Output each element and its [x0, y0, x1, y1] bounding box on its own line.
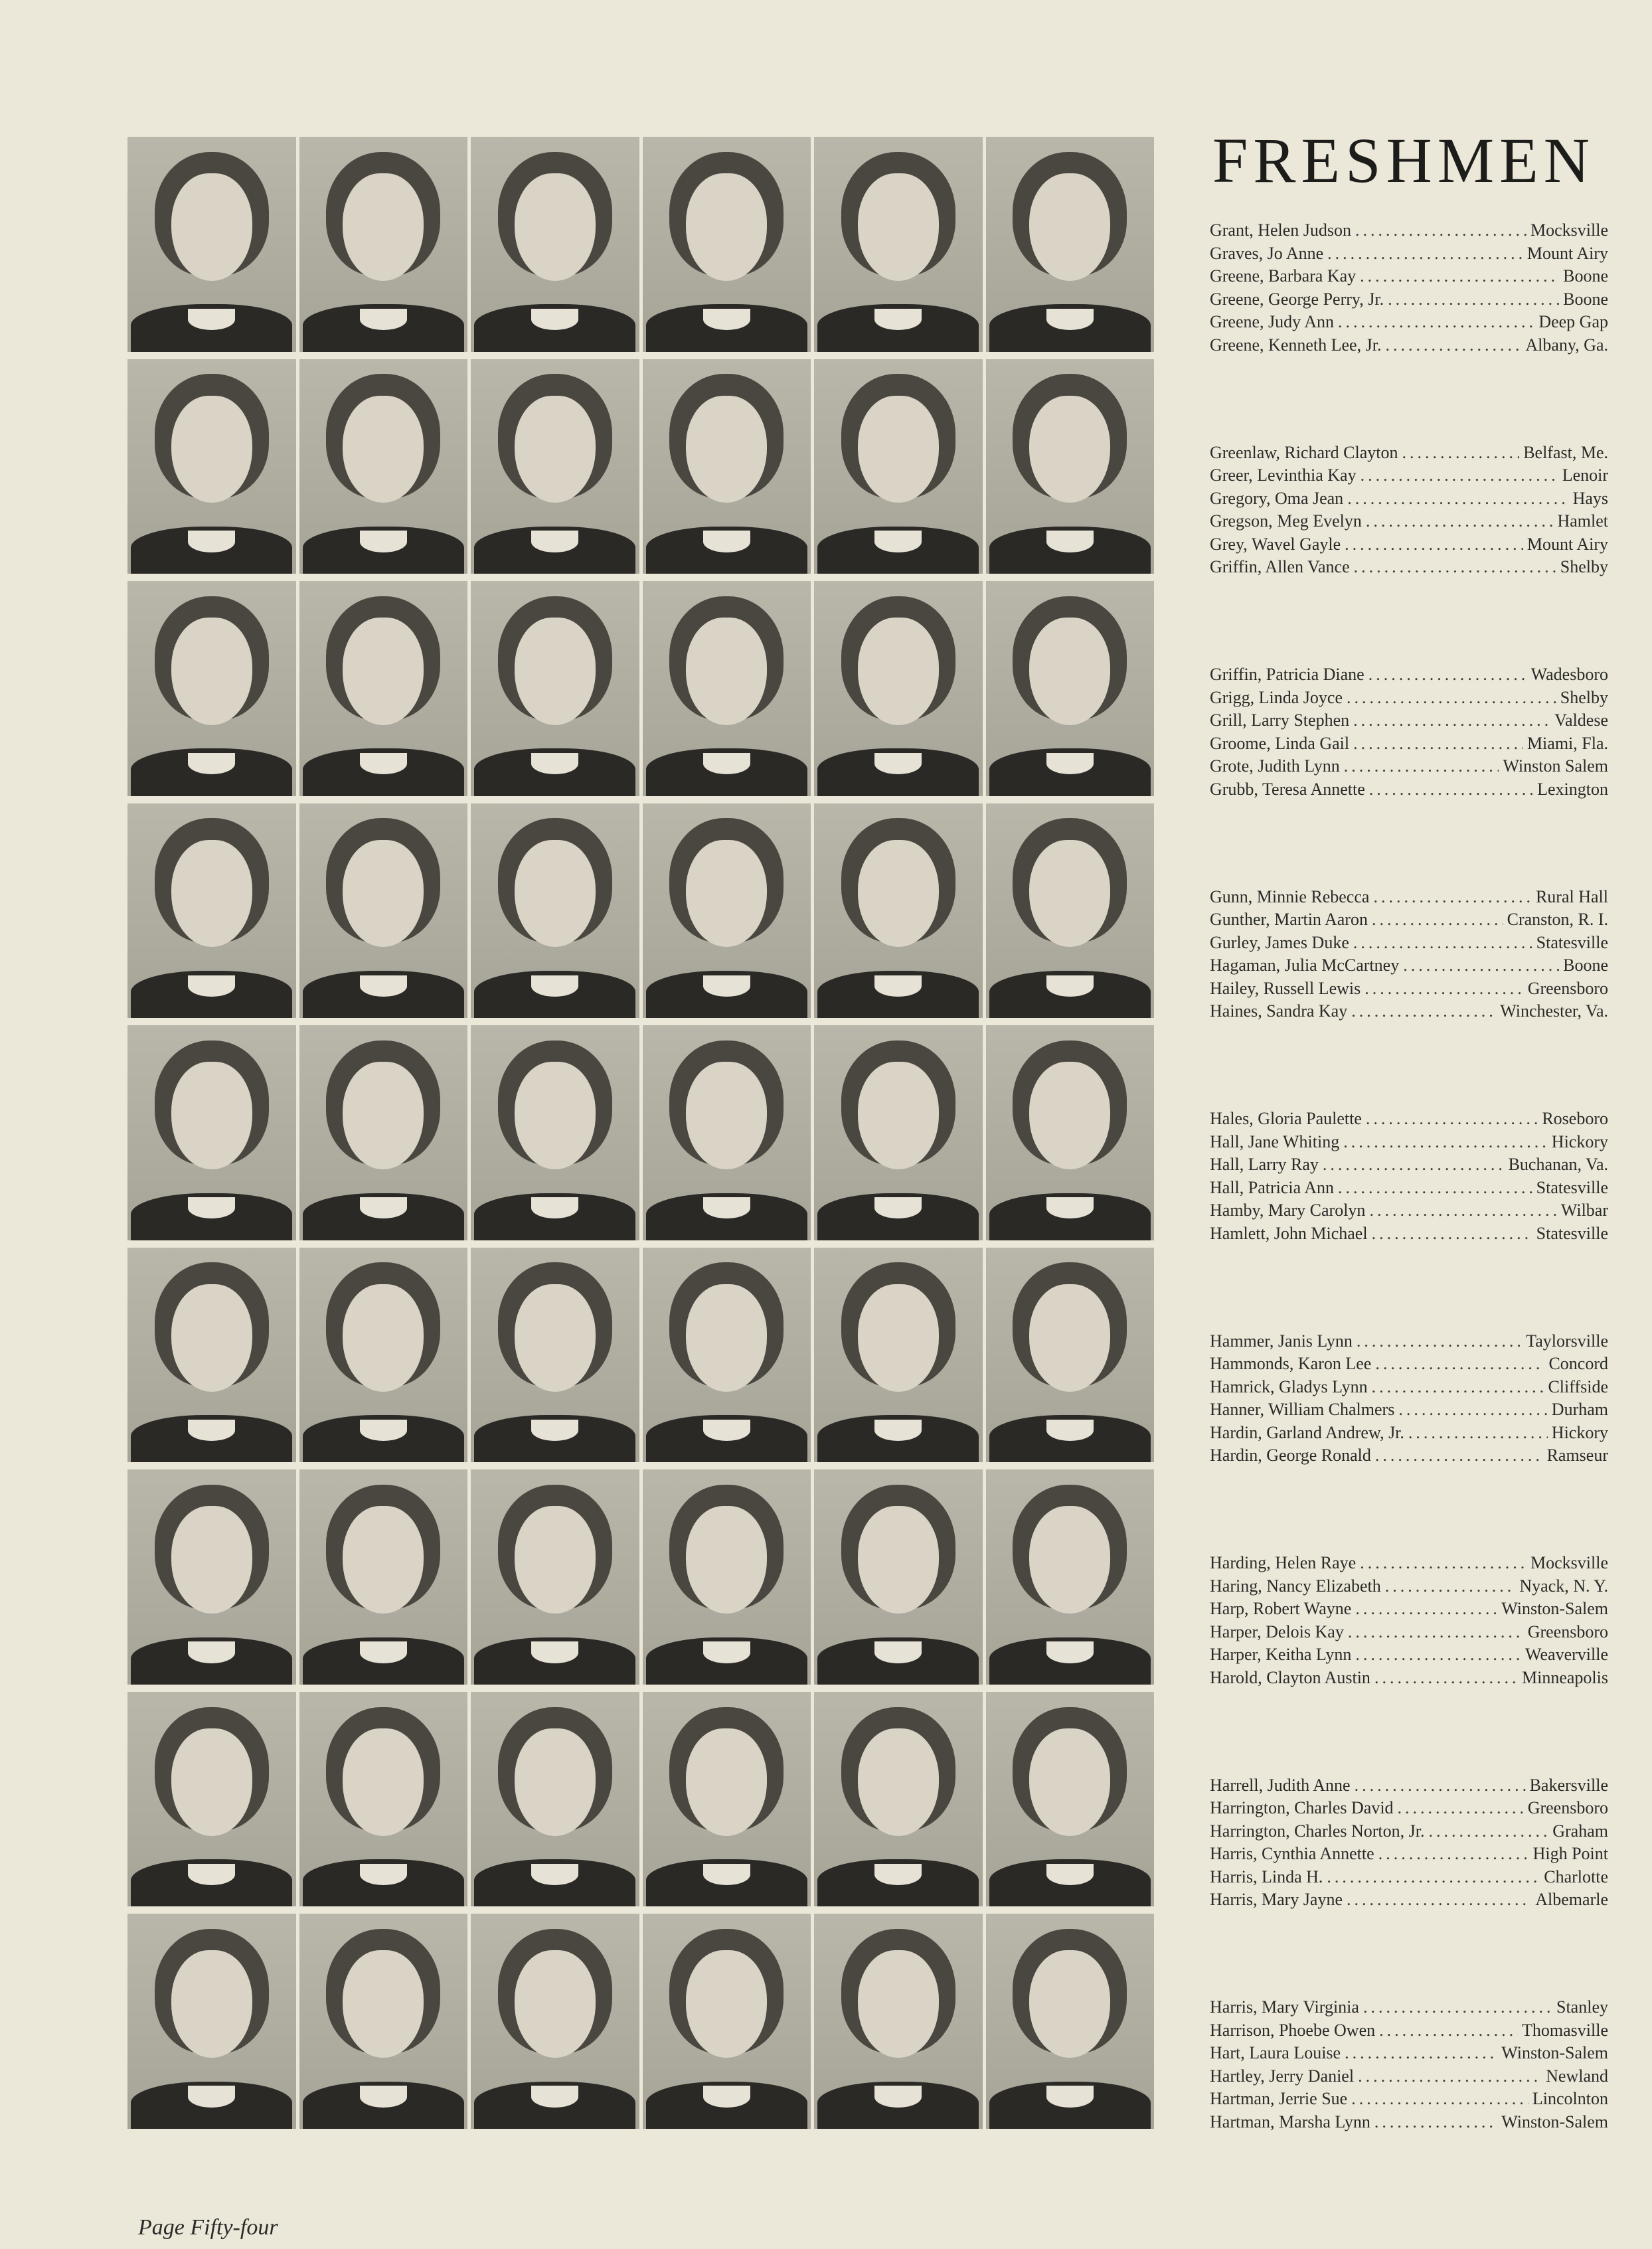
student-hometown: Winston-Salem — [1501, 2043, 1608, 2063]
student-name: Hamrick, Gladys Lynn — [1210, 1376, 1368, 1396]
portrait-photo — [299, 1692, 468, 1907]
student-hometown: Wadesboro — [1530, 665, 1608, 685]
dot-leader — [1327, 1866, 1540, 1889]
dot-leader — [1347, 687, 1556, 710]
student-name: Hartman, Jerrie Sue — [1210, 2089, 1348, 2109]
dot-leader — [1398, 1398, 1547, 1422]
dot-leader — [1338, 311, 1534, 334]
student-hometown: Cranston, R. I. — [1507, 910, 1608, 930]
student-name: Harris, Mary Jayne — [1210, 1890, 1343, 1910]
portrait-photo — [127, 1248, 296, 1463]
student-entry — [1210, 1422, 1608, 1445]
dot-leader — [1369, 1199, 1556, 1222]
student-name: Graves, Jo Anne — [1210, 243, 1324, 263]
student-entry — [1210, 1330, 1608, 1353]
student-name: Hartley, Jerry Daniel — [1210, 2066, 1355, 2086]
student-name: Haring, Nancy Elizabeth — [1210, 1576, 1381, 1596]
student-name: Harper, Keitha Lynn — [1210, 1645, 1352, 1665]
page-title: FRESHMEN — [1212, 125, 1596, 196]
student-hometown: Boone — [1563, 956, 1608, 975]
student-hometown: Durham — [1551, 1400, 1608, 1420]
portrait-photo — [299, 1248, 468, 1463]
portrait-photo — [814, 359, 983, 574]
student-name: Gunther, Martin Aaron — [1210, 910, 1368, 930]
dot-leader — [1353, 709, 1550, 732]
student-name: Grant, Helen Judson — [1210, 220, 1352, 240]
student-hometown: Winston-Salem — [1501, 1599, 1608, 1619]
dot-leader — [1388, 288, 1559, 311]
dot-leader — [1360, 1552, 1527, 1575]
dot-leader — [1366, 510, 1554, 533]
name-group — [1210, 1552, 1608, 1689]
student-name: Hardin, George Ronald — [1210, 1446, 1371, 1465]
student-hometown: Greensboro — [1527, 1798, 1608, 1818]
portrait-photo — [643, 1469, 811, 1685]
dot-leader — [1345, 2042, 1497, 2065]
dot-leader — [1402, 442, 1520, 465]
dot-leader — [1385, 1575, 1516, 1598]
dot-leader — [1372, 908, 1503, 932]
student-hometown: Shelby — [1560, 687, 1608, 707]
student-name: Hall, Jane Whiting — [1210, 1131, 1340, 1151]
student-name: Harding, Helen Raye — [1210, 1553, 1357, 1573]
student-name: Greenlaw, Richard Clayton — [1210, 442, 1398, 462]
student-name: Hardin, Garland Andrew, Jr. — [1210, 1422, 1404, 1442]
student-entry — [1210, 1353, 1608, 1376]
student-hometown: Deep Gap — [1538, 312, 1608, 331]
dot-leader — [1374, 1667, 1518, 1690]
student-hometown: Belfast, Me. — [1523, 442, 1608, 462]
student-name: Harper, Delois Kay — [1210, 1622, 1344, 1641]
portrait-photo — [643, 137, 811, 352]
student-name: Hamlett, John Michael — [1210, 1223, 1368, 1243]
student-entry — [1210, 663, 1608, 687]
portrait-photo — [127, 1025, 296, 1240]
student-name: Gregson, Meg Evelyn — [1210, 511, 1362, 531]
student-entry — [1210, 1888, 1608, 1912]
dot-leader — [1357, 1330, 1522, 1353]
student-entry — [1210, 487, 1608, 511]
dot-leader — [1363, 1996, 1552, 2019]
student-hometown: Mount Airy — [1527, 243, 1608, 263]
portrait-photo — [986, 1248, 1155, 1463]
student-name: Hagaman, Julia McCartney — [1210, 956, 1400, 975]
student-name: Grey, Wavel Gayle — [1210, 534, 1341, 554]
dot-leader — [1366, 1108, 1538, 1131]
student-hometown: High Point — [1532, 1844, 1608, 1864]
name-group — [1210, 1996, 1608, 2133]
student-hometown: Statesville — [1536, 1177, 1608, 1197]
dot-leader — [1368, 663, 1527, 687]
dot-leader — [1364, 977, 1523, 1001]
student-name: Hart, Laura Louise — [1210, 2043, 1341, 2063]
dot-leader — [1355, 1643, 1521, 1667]
student-entry — [1210, 1153, 1608, 1177]
student-entry — [1210, 533, 1608, 556]
student-name: Grill, Larry Stephen — [1210, 710, 1350, 730]
student-hometown: Hickory — [1551, 1422, 1608, 1442]
student-entry — [1210, 265, 1608, 288]
student-name: Gunn, Minnie Rebecca — [1210, 886, 1370, 906]
portrait-photo — [299, 803, 468, 1019]
student-entry — [1210, 908, 1608, 932]
dot-leader — [1338, 1177, 1532, 1200]
student-name: Greene, George Perry, Jr. — [1210, 289, 1384, 309]
student-entry — [1210, 311, 1608, 334]
student-name: Harris, Linda H. — [1210, 1867, 1323, 1886]
portrait-photo — [814, 803, 983, 1019]
student-hometown: Lenoir — [1562, 465, 1608, 485]
name-group — [1210, 442, 1608, 579]
portrait-photo — [814, 137, 983, 352]
dot-leader — [1372, 1376, 1544, 1399]
portrait-photo — [299, 137, 468, 352]
dot-leader — [1351, 1000, 1496, 1023]
student-name: Harris, Mary Virginia — [1210, 1997, 1359, 2017]
portrait-photo — [471, 137, 639, 352]
dot-leader — [1351, 2088, 1528, 2111]
student-hometown: Thomasville — [1522, 2020, 1608, 2040]
portrait-photo — [471, 1248, 639, 1463]
student-hometown: Shelby — [1560, 557, 1608, 577]
portrait-photo — [986, 1469, 1155, 1685]
portrait-photo — [986, 137, 1155, 352]
student-entry — [1210, 1131, 1608, 1154]
student-entry — [1210, 242, 1608, 266]
student-name: Gurley, James Duke — [1210, 932, 1349, 952]
portrait-photo — [814, 1692, 983, 1907]
student-entry — [1210, 219, 1608, 242]
student-name: Greene, Kenneth Lee, Jr. — [1210, 335, 1382, 355]
student-entry — [1210, 510, 1608, 533]
portrait-photo — [643, 1914, 811, 2129]
dot-leader — [1327, 242, 1523, 266]
dot-leader — [1373, 886, 1532, 909]
student-hometown: Mocksville — [1530, 220, 1608, 240]
student-hometown: Statesville — [1536, 932, 1608, 952]
student-hometown: Boone — [1563, 266, 1608, 286]
student-hometown: Rural Hall — [1535, 886, 1608, 906]
student-name: Harp, Robert Wayne — [1210, 1599, 1352, 1619]
student-hometown: Bakersville — [1529, 1775, 1608, 1795]
dot-leader — [1385, 334, 1521, 357]
student-hometown: Mocksville — [1530, 1553, 1608, 1573]
dot-leader — [1355, 1598, 1497, 1621]
student-hometown: Winston Salem — [1503, 756, 1608, 776]
portrait-photo — [814, 1914, 983, 2129]
student-hometown: Boone — [1563, 289, 1608, 309]
student-entry — [1210, 1398, 1608, 1422]
portrait-photo — [986, 359, 1155, 574]
dot-leader — [1398, 1797, 1524, 1820]
student-entry — [1210, 1177, 1608, 1200]
student-entry — [1210, 1000, 1608, 1023]
student-entry — [1210, 709, 1608, 732]
portrait-photo — [127, 1469, 296, 1685]
portrait-photo — [814, 1025, 983, 1240]
student-entry — [1210, 778, 1608, 801]
student-entry — [1210, 1376, 1608, 1399]
student-entry — [1210, 1222, 1608, 1246]
name-group — [1210, 1774, 1608, 1912]
student-hometown: Taylorsville — [1526, 1331, 1608, 1351]
student-entry — [1210, 1820, 1608, 1843]
student-name: Hall, Larry Ray — [1210, 1155, 1319, 1175]
student-entry — [1210, 1108, 1608, 1131]
portrait-photo — [299, 1025, 468, 1240]
student-hometown: Lincolnton — [1532, 2089, 1608, 2109]
dot-leader — [1348, 1621, 1524, 1644]
portrait-photo — [643, 1025, 811, 1240]
student-name: Harrell, Judith Anne — [1210, 1775, 1351, 1795]
dot-leader — [1429, 1820, 1549, 1843]
student-entry — [1210, 1667, 1608, 1690]
student-name: Gregory, Oma Jean — [1210, 488, 1344, 508]
student-name: Harrington, Charles David — [1210, 1798, 1394, 1818]
portrait-photo — [471, 1692, 639, 1907]
student-entry — [1210, 1774, 1608, 1797]
student-name: Griffin, Allen Vance — [1210, 557, 1350, 577]
portrait-photo — [814, 581, 983, 796]
student-hometown: Winchester, Va. — [1500, 1001, 1608, 1021]
dot-leader — [1369, 778, 1533, 801]
student-entry — [1210, 2065, 1608, 2088]
portrait-photo — [643, 803, 811, 1019]
student-hometown: Hays — [1572, 488, 1608, 508]
portrait-grid — [127, 137, 1154, 2129]
portrait-photo — [127, 137, 296, 352]
student-entry — [1210, 1797, 1608, 1820]
portrait-photo — [643, 1692, 811, 1907]
portrait-photo — [986, 1025, 1155, 1240]
dot-leader — [1355, 219, 1527, 242]
student-hometown: Concord — [1548, 1354, 1608, 1374]
student-entry — [1210, 556, 1608, 579]
student-entry — [1210, 954, 1608, 977]
student-name: Griffin, Patricia Diane — [1210, 665, 1364, 685]
student-hometown: Cliffside — [1548, 1376, 1608, 1396]
student-entry — [1210, 1444, 1608, 1467]
student-entry — [1210, 1199, 1608, 1222]
student-hometown: Graham — [1552, 1821, 1608, 1841]
student-name: Hanner, William Chalmers — [1210, 1400, 1395, 1420]
student-entry — [1210, 2088, 1608, 2111]
student-entry — [1210, 932, 1608, 955]
student-name: Hall, Patricia Ann — [1210, 1177, 1335, 1197]
student-entry — [1210, 687, 1608, 710]
dot-leader — [1355, 1774, 1526, 1797]
portrait-photo — [127, 359, 296, 574]
student-name: Hammer, Janis Lynn — [1210, 1331, 1353, 1351]
portrait-photo — [471, 359, 639, 574]
portrait-photo — [643, 1248, 811, 1463]
student-hometown: Hamlet — [1557, 511, 1608, 531]
student-entry — [1210, 1866, 1608, 1889]
page-folio: Page Fifty-four — [138, 2215, 278, 2240]
portrait-photo — [299, 359, 468, 574]
student-name: Hamby, Mary Carolyn — [1210, 1201, 1366, 1220]
student-entry — [1210, 886, 1608, 909]
portrait-photo — [471, 1914, 639, 2129]
student-hometown: Weaverville — [1525, 1645, 1608, 1665]
portrait-photo — [986, 1914, 1155, 2129]
student-hometown: Ramseur — [1546, 1446, 1608, 1465]
student-name: Grubb, Teresa Annette — [1210, 779, 1365, 799]
portrait-photo — [471, 581, 639, 796]
student-entry — [1210, 977, 1608, 1001]
student-hometown: Charlotte — [1544, 1867, 1608, 1886]
dot-leader — [1358, 2065, 1542, 2088]
student-entry — [1210, 442, 1608, 465]
student-entry — [1210, 1996, 1608, 2019]
portrait-photo — [299, 1469, 468, 1685]
student-name: Haines, Sandra Kay — [1210, 1001, 1348, 1021]
student-hometown: Roseboro — [1542, 1109, 1608, 1129]
student-hometown: Mount Airy — [1527, 534, 1608, 554]
student-entry — [1210, 464, 1608, 487]
dot-leader — [1353, 732, 1523, 756]
student-hometown: Newland — [1546, 2066, 1608, 2086]
dot-leader — [1344, 755, 1499, 778]
student-hometown: Minneapolis — [1522, 1667, 1608, 1687]
student-hometown: Statesville — [1536, 1223, 1608, 1243]
student-entry — [1210, 1621, 1608, 1644]
student-entry — [1210, 334, 1608, 357]
student-hometown: Valdese — [1554, 710, 1608, 730]
name-group — [1210, 663, 1608, 801]
student-name: Harris, Cynthia Annette — [1210, 1844, 1374, 1864]
dot-leader — [1375, 1444, 1543, 1467]
portrait-photo — [127, 1692, 296, 1907]
portrait-photo — [814, 1248, 983, 1463]
student-entry — [1210, 2019, 1608, 2042]
student-hometown: Winston-Salem — [1501, 2112, 1608, 2131]
student-hometown: Lexington — [1537, 779, 1608, 799]
portrait-photo — [471, 1025, 639, 1240]
portrait-photo — [127, 803, 296, 1019]
student-entry — [1210, 1643, 1608, 1667]
student-name: Hartman, Marsha Lynn — [1210, 2112, 1370, 2131]
dot-leader — [1375, 1353, 1544, 1376]
student-hometown: Stanley — [1556, 1997, 1608, 2017]
portrait-photo — [986, 581, 1155, 796]
portrait-photo — [127, 581, 296, 796]
portrait-photo — [986, 803, 1155, 1019]
dot-leader — [1379, 2019, 1518, 2042]
dot-leader — [1408, 1422, 1548, 1445]
student-name: Harrison, Phoebe Owen — [1210, 2020, 1376, 2040]
student-name: Hammonds, Karon Lee — [1210, 1354, 1372, 1374]
student-name: Hales, Gloria Paulette — [1210, 1109, 1362, 1129]
student-name: Harold, Clayton Austin — [1210, 1667, 1370, 1687]
student-name: Grigg, Linda Joyce — [1210, 687, 1343, 707]
dot-leader — [1372, 1222, 1532, 1246]
student-name: Groome, Linda Gail — [1210, 733, 1350, 753]
portrait-photo — [986, 1692, 1155, 1907]
portrait-photo — [471, 1469, 639, 1685]
dot-leader — [1354, 556, 1556, 579]
student-name: Harrington, Charles Norton, Jr. — [1210, 1821, 1425, 1841]
portrait-photo — [471, 803, 639, 1019]
student-entry — [1210, 1575, 1608, 1598]
dot-leader — [1403, 954, 1559, 977]
student-hometown: Greensboro — [1527, 978, 1608, 998]
student-hometown: Miami, Fla. — [1527, 733, 1608, 753]
portrait-photo — [814, 1469, 983, 1685]
dot-leader — [1323, 1153, 1505, 1177]
student-name: Grote, Judith Lynn — [1210, 756, 1340, 776]
student-hometown: Albany, Ga. — [1525, 335, 1608, 355]
portrait-photo — [299, 1914, 468, 2129]
student-name: Greene, Judy Ann — [1210, 312, 1335, 331]
name-group — [1210, 886, 1608, 1023]
dot-leader — [1374, 2111, 1497, 2134]
student-name: Greene, Barbara Kay — [1210, 266, 1357, 286]
name-group — [1210, 219, 1608, 357]
student-hometown: Albemarle — [1535, 1890, 1608, 1910]
student-hometown: Greensboro — [1527, 1622, 1608, 1641]
name-group — [1210, 1330, 1608, 1467]
student-hometown: Hickory — [1551, 1131, 1608, 1151]
student-hometown: Wilbar — [1560, 1201, 1608, 1220]
student-entry — [1210, 732, 1608, 756]
portrait-photo — [127, 1914, 296, 2129]
student-entry — [1210, 1598, 1608, 1621]
student-entry — [1210, 2111, 1608, 2134]
dot-leader — [1345, 533, 1523, 556]
dot-leader — [1347, 1888, 1531, 1912]
student-entry — [1210, 755, 1608, 778]
student-entry — [1210, 1843, 1608, 1866]
name-group — [1210, 1108, 1608, 1245]
dot-leader — [1343, 1131, 1548, 1154]
portrait-photo — [643, 359, 811, 574]
dot-leader — [1378, 1843, 1529, 1866]
portrait-photo — [643, 581, 811, 796]
dot-leader — [1353, 932, 1532, 955]
student-hometown: Nyack, N. Y. — [1519, 1576, 1608, 1596]
portrait-photo — [299, 581, 468, 796]
student-entry — [1210, 2042, 1608, 2065]
dot-leader — [1347, 487, 1568, 511]
student-name: Greer, Levinthia Kay — [1210, 465, 1357, 485]
student-entry — [1210, 288, 1608, 311]
student-entry — [1210, 1552, 1608, 1575]
student-name: Hailey, Russell Lewis — [1210, 978, 1361, 998]
dot-leader — [1360, 265, 1559, 288]
dot-leader — [1361, 464, 1558, 487]
student-hometown: Buchanan, Va. — [1508, 1155, 1608, 1175]
